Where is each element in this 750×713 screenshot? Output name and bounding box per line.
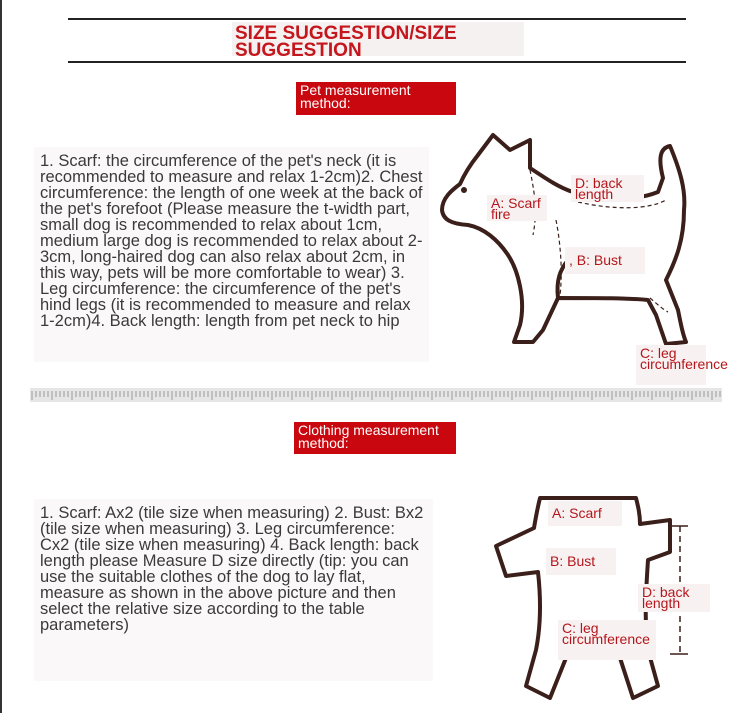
clothing-label-back-length: D: back length (638, 584, 710, 612)
pet-measurement-text: 1. Scarf: the circumference of the pet's neck (it is recommended to measure and relax 1-2cm)2. Chest circumference: the length of one week at the back of the pet's forefoot (Please measure the t-width part, small dog is recommended to relax about 1cm, medium large dog is recommended to relax about 2-3cm, long-haired dog can also relax about 2cm, in this way, pets will be more comfortable to wear) 3. Leg circumference: the circumference of the pet's hind legs (it is recommended to measure and relax 1-2cm)4. Back length: length from pet neck to hip (34, 147, 429, 362)
clothing-measurement-banner: Clothing measurement method: (294, 422, 456, 454)
top-divider (68, 18, 686, 20)
clothing-label-scarf: A: Scarf (548, 501, 622, 526)
clothing-label-bust: B: Bust (546, 548, 616, 575)
pet-label-bust: , B: Bust (565, 247, 645, 274)
clothing-label-leg: C: leg circumference (558, 620, 656, 660)
left-border (0, 0, 2, 713)
page-title: SIZE SUGGESTION/SIZE SUGGESTION (232, 22, 524, 56)
ruler-divider (30, 388, 722, 402)
pet-label-leg: C: leg circumference (636, 345, 706, 385)
pet-label-back-length: D: back length (571, 175, 644, 202)
clothing-measurement-text: 1. Scarf: Ax2 (tile size when measuring) 2. Bust: Bx2 (tile size when measuring) 3. Leg circumference: Cx2 (tile size when measuring) 4. Back length: back length please Measure D size directly (tip: you can use the suitable clothes of the dog to lay flat, measure as shown in the above picture and then select the relative size according to the table parameters) (34, 499, 433, 681)
pet-label-scarf: A: Scarf fire (487, 195, 547, 221)
title-divider (68, 61, 686, 63)
pet-measurement-banner: Pet measurement method: (296, 82, 456, 115)
